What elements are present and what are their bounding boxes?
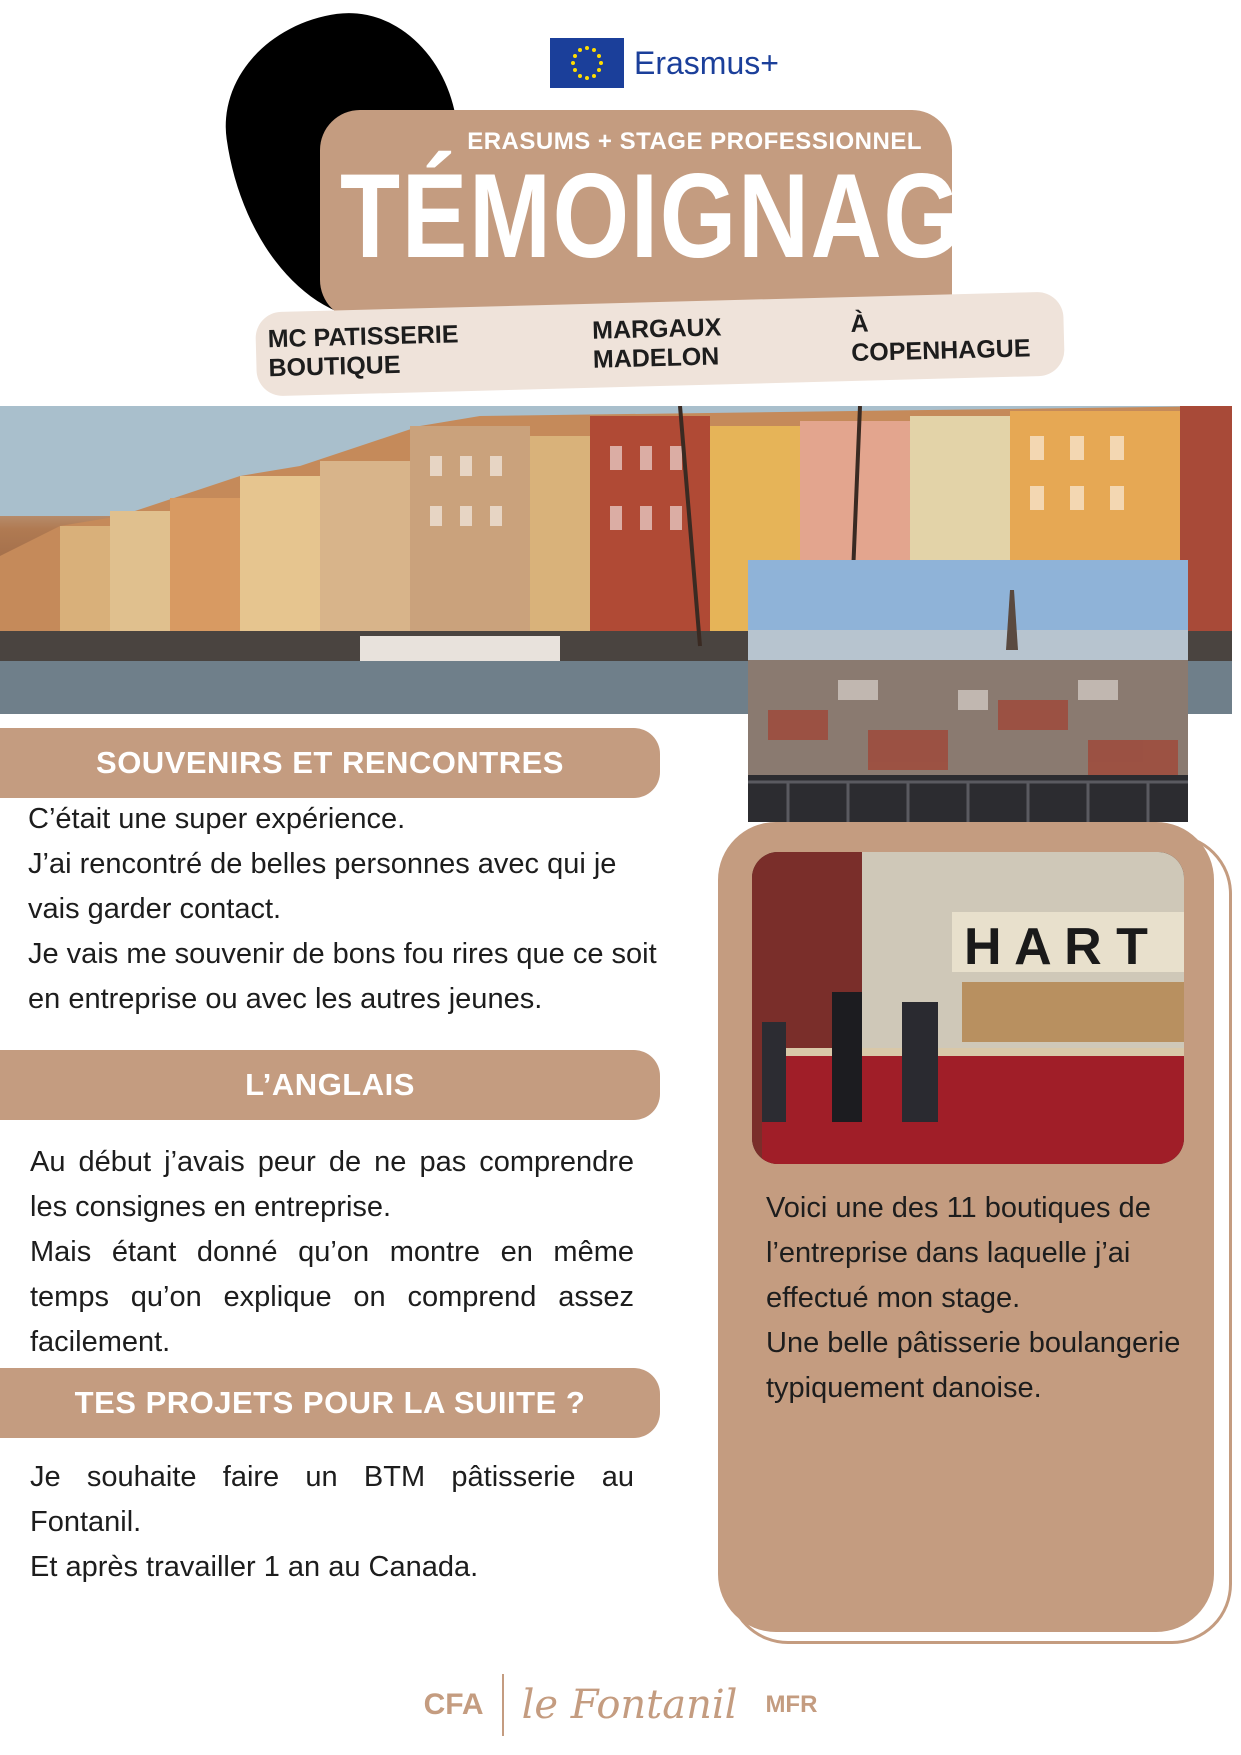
section-paragraph: J’ai rencontré de belles personnes avec qui je vais garder contact.	[28, 848, 617, 925]
footer-logos	[0, 1670, 1241, 1740]
section-heading-band	[0, 728, 660, 798]
info-location: À COPENHAGUE	[850, 309, 1031, 367]
section-heading: TES PROJETS POUR LA SUIITE ?	[74, 1385, 586, 1420]
section-text	[30, 1455, 634, 1590]
section-heading: SOUVENIRS ET RENCONTRES	[96, 745, 564, 780]
info-course: MC PATISSERIE BOUTIQUE	[267, 320, 459, 383]
eu-flag-icon	[550, 38, 624, 88]
section-heading-band	[0, 1368, 660, 1438]
section-paragraph: Mais étant donné qu’on montre en même temps qu’on explique on comprend assez facilement.	[30, 1236, 634, 1358]
panel-paragraph: Voici une des 11 boutiques de l’entreprise dans laquelle j’ai effectué mon stage.	[766, 1192, 1151, 1314]
svg-text:H A R T: H A R T	[964, 918, 1148, 976]
section-heading-band	[0, 1050, 660, 1120]
fontanil-logo: le Fontanil	[521, 1682, 738, 1728]
info-name: MARGAUX MADELON	[591, 313, 722, 374]
photo-copenhagen-rooftops	[748, 560, 1188, 822]
footer-divider	[502, 1674, 504, 1736]
erasmus-logo	[550, 38, 779, 88]
panel-paragraph: Une belle pâtisserie boulangerie typiquement danoise.	[766, 1327, 1181, 1404]
erasmus-label: Erasmus+	[634, 44, 779, 81]
section-text	[30, 1140, 634, 1365]
section-paragraph: Je vais me souvenir de bons fou rires que ce soit en entreprise ou avec les autres jeunes.	[28, 938, 657, 1015]
page-title: TÉMOIGNAGE	[340, 149, 1029, 283]
page-subtitle: ERASUMS + STAGE PROFESSIONNEL	[467, 128, 922, 155]
panel-caption	[766, 1186, 1186, 1411]
section-paragraph: Je souhaite faire un BTM pâtisserie au Fontanil.	[30, 1461, 634, 1538]
title-card	[320, 110, 1029, 320]
section-paragraph: Au début j’avais peur de ne pas comprendre les consignes en entreprise.	[30, 1146, 634, 1223]
section-paragraph: C’était une super expérience.	[28, 803, 406, 835]
mfr-logo: MFR	[765, 1691, 818, 1718]
section-text	[28, 797, 658, 1022]
section-paragraph: Et après travailler 1 an au Canada.	[30, 1551, 479, 1583]
section-heading: L’ANGLAIS	[245, 1067, 415, 1102]
cfa-logo: CFA	[423, 1688, 484, 1721]
photo-bakery-shop	[752, 852, 1184, 1164]
